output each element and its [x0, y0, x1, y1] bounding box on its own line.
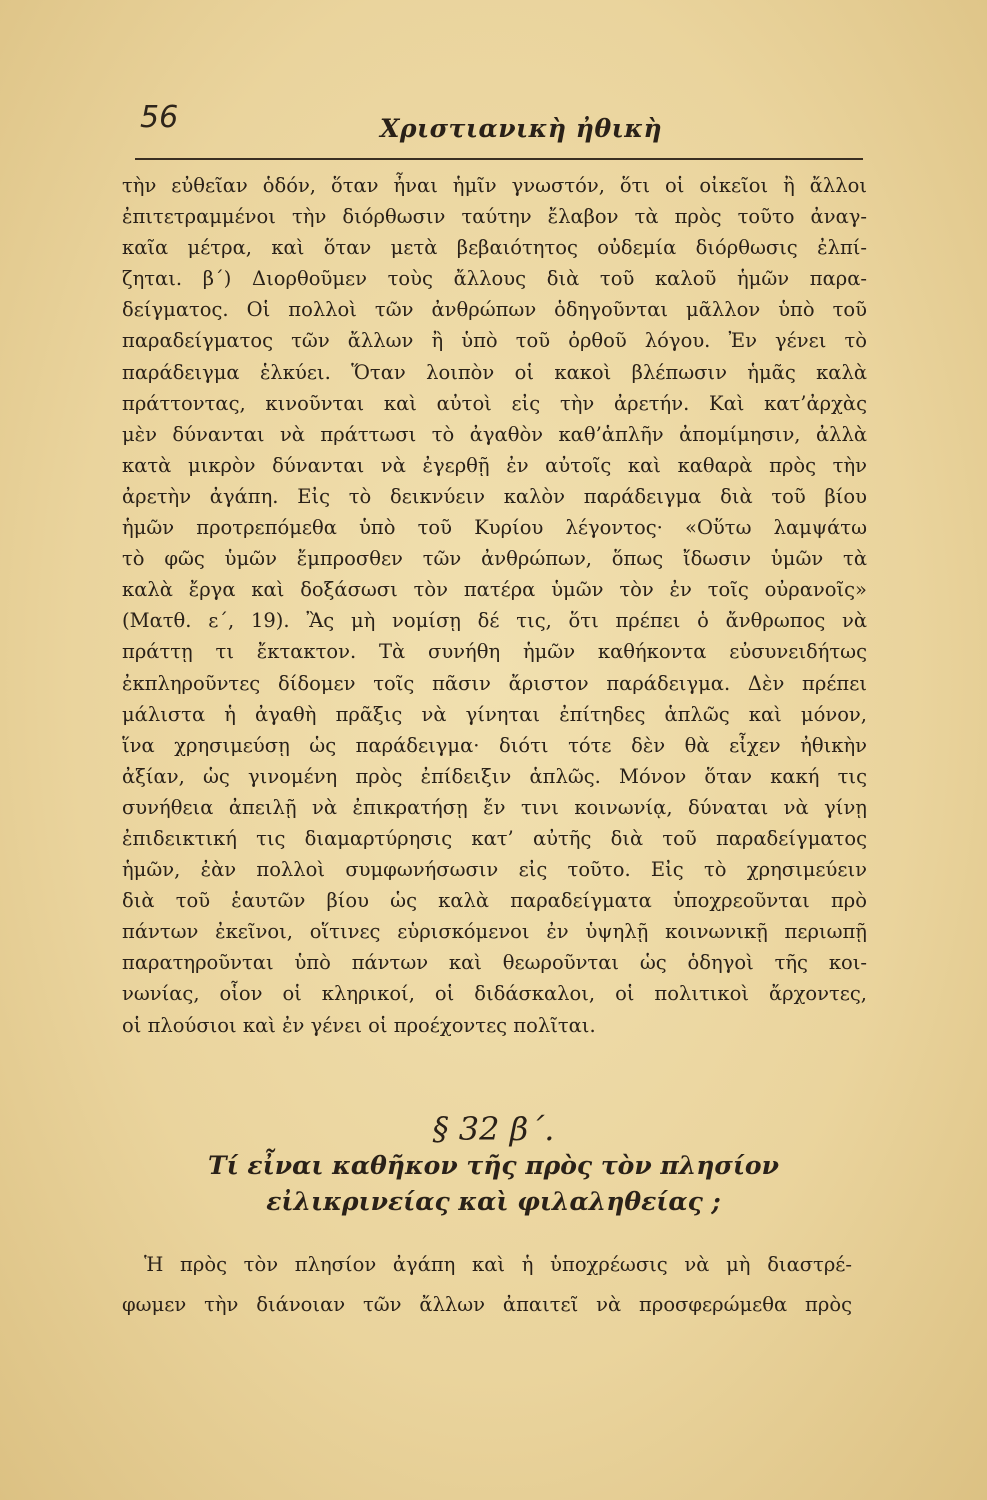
page-header [135, 100, 865, 160]
text-line: πράττῃ τι ἔκτακτον. Τὰ συνήθη ἡμῶν καθήκοντα εὐσυνειδήτως [122, 640, 867, 664]
text-line: κατὰ μικρὸν δύνανται νὰ ἐγερθῇ ἐν αὐτοῖς καὶ καθαρὰ πρὸς τὴν [122, 453, 867, 477]
text-line: οἱ πλούσιοι καὶ ἐν γένει οἱ προέχοντες πολῖται. [122, 1013, 596, 1037]
text-line: νωνίας, οἷον οἱ κληρικοί, οἱ διδάσκαλοι, οἱ πολιτικοὶ ἄρχοντες, [122, 982, 867, 1006]
text-line: τὸ φῶς ὑμῶν ἔμπροσθεν τῶν ἀνθρώπων, ὅπως ἴδωσιν ὑμῶν τὰ [122, 547, 867, 571]
body-text [122, 170, 867, 1041]
running-title: Χριστιανικὴ ἠθικὴ [380, 114, 663, 143]
text-line: πράττοντας, κινοῦνται καὶ αὐτοὶ εἰς τὴν ἀρετήν. Καὶ κατ’ἀρχὰς [122, 391, 867, 415]
text-line: παρατηροῦνται ὑπὸ πάντων καὶ θεωροῦνται ὡς ὁδηγοὶ τῆς κοι- [122, 951, 867, 975]
text-line: καῖα μέτρα, καὶ ὅταν μετὰ βεβαιότητος οὐδεμία διόρθωσις ἐλπί- [122, 236, 867, 260]
text-line: ἐπιτετραμμένοι τὴν διόρθωσιν ταύτην ἔλαβον τὰ πρὸς τοῦτο ἀναγ- [122, 205, 867, 229]
text-line: ἡμῶν προτρεπόμεθα ὑπὸ τοῦ Κυρίου λέγοντος· «Οὕτω λαμψάτω [122, 516, 867, 540]
page-number: 56 [140, 100, 179, 135]
header-rule [135, 158, 863, 160]
text-line: διὰ τοῦ ἑαυτῶν βίου ὡς καλὰ παραδείγματα ὑποχρεοῦνται πρὸ [122, 889, 867, 913]
text-line: καλὰ ἔργα καὶ δοξάσωσι τὸν πατέρα ὑμῶν τὸν ἐν τοῖς οὐρανοῖς» [122, 578, 867, 602]
text-line: πάντων ἐκεῖνοι, οἵτινες εὑρισκόμενοι ἐν ὑψηλῇ κοινωνικῇ περιωπῇ [122, 920, 867, 944]
section-number: § 32 β΄. [432, 1110, 555, 1148]
text-line: συνήθεια ἀπειλῇ νὰ ἐπικρατήσῃ ἔν τινι κοινωνίᾳ, δύναται νὰ γίνῃ [122, 795, 867, 819]
section-body-text [122, 1245, 852, 1325]
text-line: ἐκπληροῦντες δίδομεν τοῖς πᾶσιν ἄριστον παράδειγμα. Δὲν πρέπει [122, 671, 867, 695]
text-line: τὴν εὐθεῖαν ὁδόν, ὅταν ἦναι ἡμῖν γνωστόν, ὅτι οἱ οἰκεῖοι ἢ ἄλλοι [122, 174, 867, 197]
text-line: μάλιστα ἡ ἀγαθὴ πρᾶξις νὰ γίνηται ἐπίτηδες ἁπλῶς καὶ μόνον, [122, 702, 867, 726]
section-title-line: Τί εἶναι καθῆκον τῆς πρὸς τὸν πλησίον [208, 1151, 779, 1180]
text-line: παραδείγματος τῶν ἄλλων ἢ ὑπὸ τοῦ ὀρθοῦ λόγου. Ἐν γένει τὸ [122, 329, 867, 353]
text-line: (Ματθ. ε΄, 19). Ἂς μὴ νομίσῃ δέ τις, ὅτι πρέπει ὁ ἄνθρωπος νὰ [122, 609, 867, 633]
text-line: δείγματος. Οἱ πολλοὶ τῶν ἀνθρώπων ὁδηγοῦνται μᾶλλον ὑπὸ τοῦ [122, 298, 867, 322]
text-line: ἵνα χρησιμεύσῃ ὡς παράδειγμα· διότι τότε δὲν θὰ εἶχεν ἠθικὴν [122, 733, 867, 757]
text-line: παράδειγμα ἑλκύει. Ὅταν λοιπὸν οἱ κακοὶ βλέπωσιν ἡμᾶς καλὰ [122, 360, 867, 384]
text-line: φωμεν τὴν διάνοιαν τῶν ἄλλων ἀπαιτεῖ νὰ προσφερώμεθα πρὸς [122, 1293, 852, 1316]
text-line: Ἡ πρὸς τὸν πλησίον ἀγάπη καὶ ἡ ὑποχρέωσις νὰ μὴ διαστρέ- [144, 1253, 852, 1276]
text-line: μὲν δύνανται νὰ πράττωσι τὸ ἀγαθὸν καθ’ἁπλῆν ἀπομίμησιν, ἀλλὰ [122, 422, 867, 446]
text-line: ἀξίαν, ὡς γινομένη πρὸς ἐπίδειξιν ἁπλῶς. Μόνον ὅταν κακή τις [122, 764, 867, 788]
text-line: ζηται. β΄) Διορθοῦμεν τοὺς ἄλλους διὰ τοῦ καλοῦ ἡμῶν παρα- [122, 267, 867, 291]
text-line: ἐπιδεικτική τις διαμαρτύρησις κατ’ αὐτῆς διὰ τοῦ παραδείγματος [122, 826, 867, 850]
text-line: ἡμῶν, ἐὰν πολλοὶ συμφωνήσωσιν εἰς τοῦτο. Εἰς τὸ χρησιμεύειν [122, 858, 867, 882]
text-line: ἀρετὴν ἀγάπη. Εἰς τὸ δεικνύειν καλὸν παράδειγμα διὰ τοῦ βίου [122, 484, 867, 508]
section-title-line: εἰλικρινείας καὶ φιλαληθείας ; [266, 1187, 721, 1216]
section-title [0, 1148, 987, 1220]
